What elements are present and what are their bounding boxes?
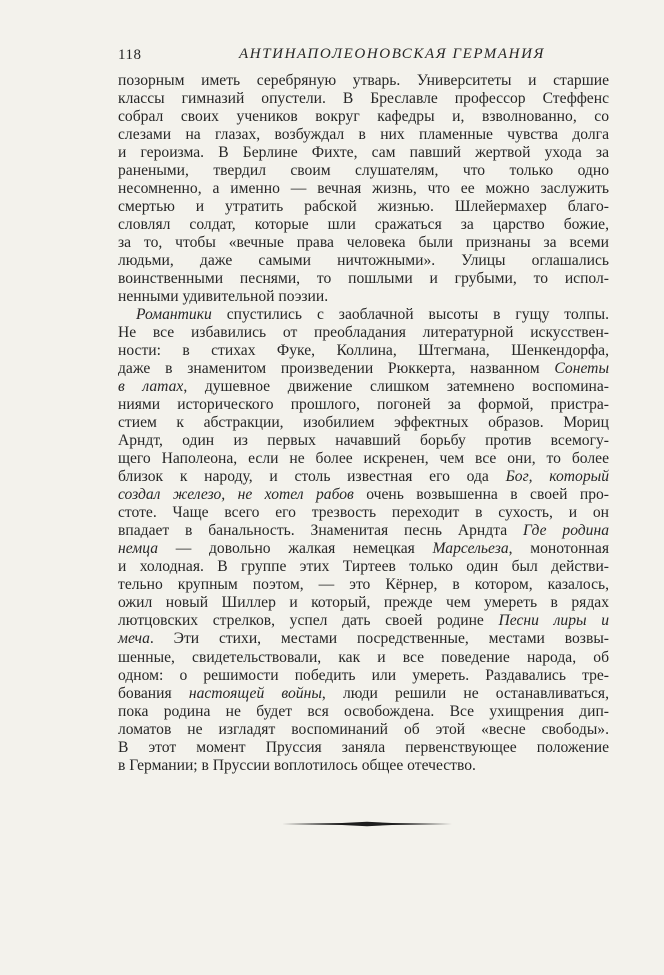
- line-text: близок к народу, и столь известная его ода: [118, 468, 506, 486]
- text-line: [118, 522, 609, 540]
- line-text: В этот момент Пруссия заняла первенствующее положение: [118, 738, 609, 756]
- text-line: [118, 288, 609, 306]
- line-text: ненными удивительной поэзии.: [118, 288, 329, 306]
- running-title: АНТИНАПОЛЕОНОВСКАЯ ГЕРМАНИЯ: [239, 46, 545, 62]
- text-line: [118, 685, 609, 703]
- text-line: [118, 540, 609, 558]
- line-text: Арндт, один из первых начавший борьбу против всемогу-: [118, 432, 609, 450]
- text-line: [118, 306, 609, 324]
- italic-title-text: Песни лиры и: [498, 612, 609, 630]
- text-line: [118, 649, 609, 667]
- text-line: [118, 162, 609, 180]
- text-line: [118, 703, 609, 721]
- line-text: Не все избавились от преобладания литературной искусствен-: [118, 324, 609, 342]
- text-line: [118, 612, 609, 630]
- line-text: . Эти стихи, местами посредственные, местами возвы-: [149, 630, 609, 648]
- text-line: [118, 468, 609, 486]
- line-text: и героизма. В Берлине Фихте, сам павший жертвой ухода за: [118, 144, 609, 162]
- italic-title-text: Сонеты: [554, 360, 609, 378]
- line-text: слезами на глазах, возбуждал в них пламенные чувства долга: [118, 126, 609, 144]
- line-text: , монотонная: [508, 540, 609, 558]
- text-line: [118, 378, 609, 396]
- line-text: несомненно, а именно — вечная жизнь, что ее можно заслужить: [118, 180, 609, 198]
- text-line: [118, 72, 609, 90]
- text-line: [118, 757, 609, 775]
- text-line: [118, 396, 609, 414]
- text-line: [118, 504, 609, 522]
- text-line: [118, 252, 609, 270]
- line-text: и холодная. В группе этих Тиртеев только один был действи-: [118, 558, 609, 576]
- line-text: ломатов не изгладят воспоминаний об этой «весне свободы».: [118, 720, 609, 738]
- text-line: [118, 450, 609, 468]
- text-line: [118, 576, 609, 594]
- line-text: очень возвышенна в своей про-: [353, 486, 609, 504]
- text-line: [118, 630, 609, 648]
- page-number: 118: [118, 47, 142, 63]
- italic-title-text: в латах: [118, 378, 184, 396]
- text-line: [118, 342, 609, 360]
- text-line: [118, 594, 609, 612]
- line-text: стоте. Чаще всего его трезвость переходит в сухость, и он: [118, 504, 609, 522]
- italic-title-text: немца: [118, 540, 159, 558]
- line-text: даже в знаменитом произведении Рюккерта, названном: [118, 360, 555, 378]
- text-line: [118, 558, 609, 576]
- line-text: впадает в банальность. Знаменитая песнь Арндта: [118, 522, 523, 540]
- line-text: позорным иметь серебряную утварь. Университеты и старшие: [118, 72, 609, 89]
- italic-title-text: Марсельеза: [432, 540, 509, 558]
- line-text: ниями исторического прошлого, погоней за формой, пристра-: [118, 396, 609, 414]
- ornament-rule: [282, 822, 452, 826]
- text-line: [118, 234, 609, 252]
- text-line: [118, 667, 609, 685]
- text-line: [118, 270, 609, 288]
- text-line: [118, 144, 609, 162]
- line-text: словлял солдат, которые шли сражаться за царство божие,: [118, 216, 609, 234]
- line-text: воинственными песнями, то пошлыми и грубыми, то испол-: [118, 270, 609, 288]
- text-line: [118, 360, 609, 378]
- italic-title-text: Где родина: [522, 522, 609, 540]
- line-text: , люди решили не останавливаться,: [321, 684, 609, 702]
- line-text: щего Наполеона, если не более искренен, чем все они, то более: [118, 450, 609, 468]
- line-text: , душевное движение слишком затемнено воспомина-: [183, 378, 610, 396]
- line-text: стием к абстракции, изобилием эффектных образов. Мориц: [118, 414, 609, 432]
- line-text: ности: в стихах Фуке, Коллина, Штегмана, Шенкендорфа,: [118, 342, 609, 360]
- line-text: классы гимназий опустели. В Бреславле профессор Стеффенс: [118, 90, 609, 108]
- text-line: [118, 414, 609, 432]
- line-text: собрал своих учеников вокруг кафедры и, взволнованно, со: [118, 108, 609, 126]
- text-line: [118, 739, 609, 757]
- italic-title-text: Романтики: [136, 306, 212, 324]
- line-text: одном: о решимости победить или умереть. Раздавались тре-: [118, 666, 609, 684]
- text-line: [118, 486, 609, 504]
- text-line: [118, 432, 609, 450]
- body-text: [118, 72, 609, 775]
- text-line: [118, 324, 609, 342]
- line-text: бования: [118, 684, 189, 702]
- text-line: [118, 198, 609, 216]
- text-line: [118, 721, 609, 739]
- italic-title-text: Бог, который: [505, 468, 609, 486]
- line-text: тельно крупным поэтом, — это Кёрнер, в котором, казалось,: [118, 576, 609, 594]
- end-ornament-icon: [282, 821, 452, 827]
- line-text: спустились с заоблачной высоты в гущу толпы.: [211, 306, 609, 324]
- text-line: [118, 90, 609, 108]
- line-text: смертью и утратить рабской жизнью. Шлейермахер благо-: [118, 198, 609, 216]
- line-text: ожил новый Шиллер и который, прежде чем умереть в рядах: [118, 594, 609, 612]
- italic-title-text: создал железо, не хотел рабов: [118, 486, 354, 504]
- line-text: пока родина не будет вся освобождена. Все ухищрения дип-: [118, 702, 609, 720]
- text-line: [118, 126, 609, 144]
- text-line: [118, 180, 609, 198]
- text-line: [118, 216, 609, 234]
- line-text: шенные, свидетельствовали, как и все поведение народа, об: [118, 648, 609, 666]
- line-text: за то, чтобы «вечные права человека были признаны за всеми: [118, 234, 609, 252]
- line-text: — довольно жалкая немецкая: [158, 540, 433, 558]
- line-text: людьми, даже самыми ничтожными». Улицы оглашались: [118, 252, 609, 270]
- line-text: лютцовских стрелков, успел дать своей родине: [118, 612, 499, 630]
- italic-title-text: настоящей войны: [188, 684, 322, 702]
- text-line: [118, 108, 609, 126]
- line-text: в Германии; в Пруссии воплотилось общее отечество.: [118, 756, 476, 774]
- italic-title-text: меча: [118, 630, 150, 648]
- line-text: ранеными, твердил своим слушателям, что только одно: [118, 162, 609, 180]
